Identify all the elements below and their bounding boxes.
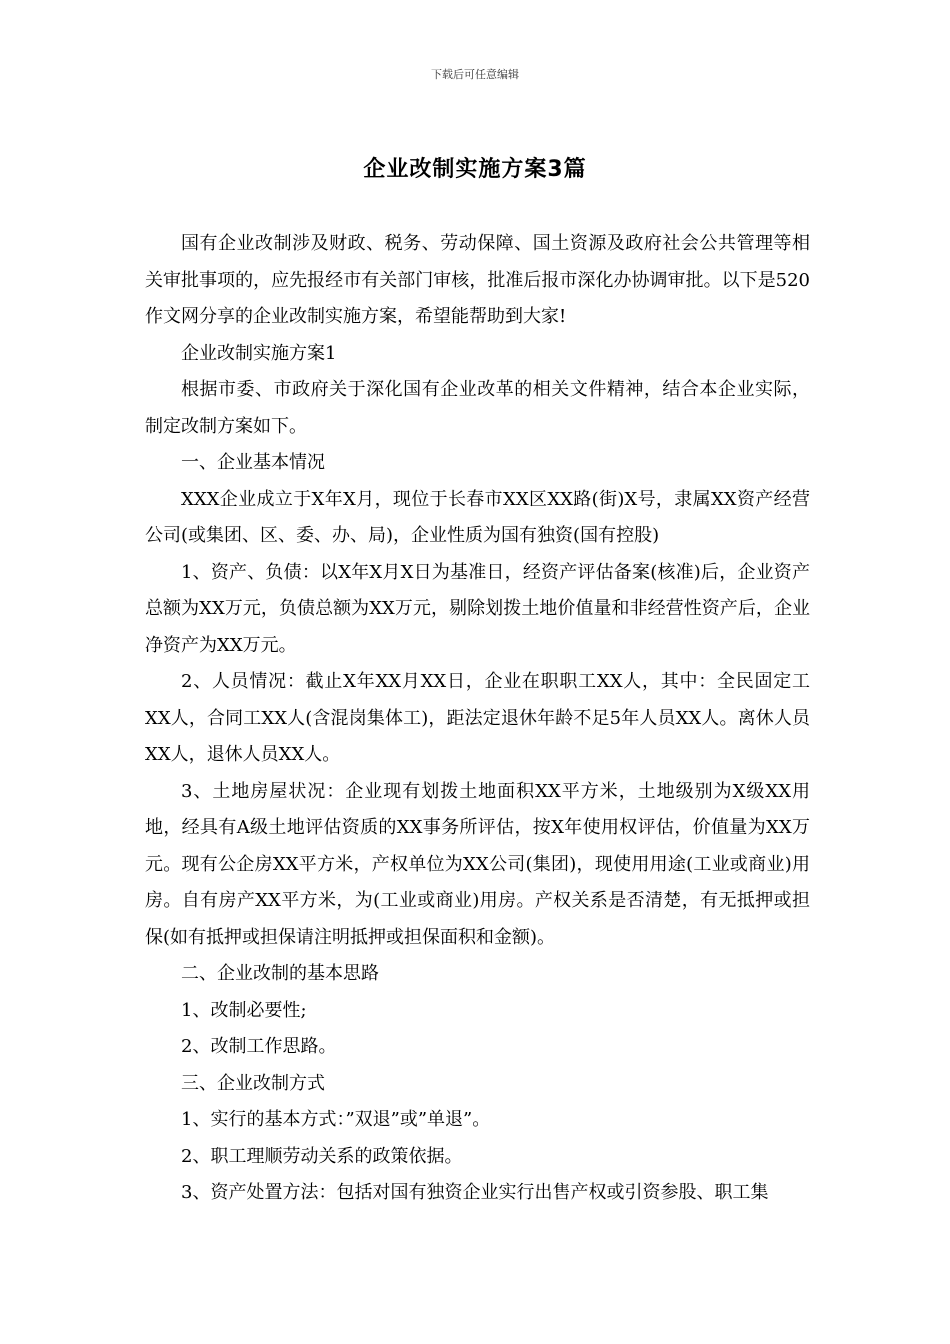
paragraph-land-housing: 3、土地房屋状况：企业现有划拨土地面积XX平方米，土地级别为X级XX用地，经具有A级土地评估资质的XX事务所评估，按X年使用权评估，价值量为XX万元。现有公企房XX平方米，产权单位为XX公司(集团)，现使用用途(工业或商业)用房。自有房产XX平方米，为(工业或商业)用房。产权关系是否清楚，有无抵押或担保(如有抵押或担保请注明抵押或担保面积和金额)。 bbox=[145, 780, 810, 948]
header-note: 下载后可任意编辑 bbox=[431, 68, 519, 81]
paragraph-personnel: 2、人员情况：截止X年XX月XX日，企业在职职工XX人，其中：全民固定工XX人，合同工XX人(含混岗集体工)，距法定退休年龄不足5年人员XX人。离休人员XX人，退休人员XX人。 bbox=[145, 671, 810, 765]
list-item: 2、改制工作思路。 bbox=[181, 1036, 337, 1057]
section-heading-2: 二、企业改制的基本思路 bbox=[181, 963, 379, 984]
paragraph-intro: 国有企业改制涉及财政、税务、劳动保障、国土资源及政府社会公共管理等相关审批事项的，应先报经市有关部门审核，批准后报市深化办协调审批。以下是520作文网分享的企业改制实施方案，希望能帮助到大家! bbox=[145, 233, 810, 327]
document-body bbox=[145, 226, 810, 1212]
paragraph-company-info: XXX企业成立于X年X月，现位于长春市XX区XX路(街)X号，隶属XX资产经营公司(或集团、区、委、办、局)，企业性质为国有独资(国有控股) bbox=[145, 488, 810, 546]
document-title: 企业改制实施方案3篇 bbox=[363, 157, 587, 182]
section-heading-3: 三、企业改制方式 bbox=[181, 1072, 325, 1094]
paragraph-assets: 1、资产、负债：以X年X月X日为基准日，经资产评估备案(核准)后，企业资产总额为XX万元，负债总额为XX万元，剔除划拨土地价值量和非经营性资产后，企业净资产为XX万元。 bbox=[145, 561, 810, 656]
list-item: 2、职工理顺劳动关系的政策依据。 bbox=[181, 1145, 463, 1167]
list-item: 1、实行的基本方式：”双退”或”单退”。 bbox=[181, 1109, 491, 1130]
paragraph-plan-heading: 企业改制实施方案1 bbox=[181, 342, 337, 364]
list-item: 1、改制必要性; bbox=[181, 999, 307, 1021]
paragraph-basis: 根据市委、市政府关于深化国有企业改革的相关文件精神，结合本企业实际，制定改制方案如下。 bbox=[145, 379, 810, 437]
list-item: 3、资产处置方法：包括对国有独资企业实行出售产权或引资参股、职工集 bbox=[181, 1182, 769, 1203]
section-heading-1: 一、企业基本情况 bbox=[181, 452, 325, 473]
